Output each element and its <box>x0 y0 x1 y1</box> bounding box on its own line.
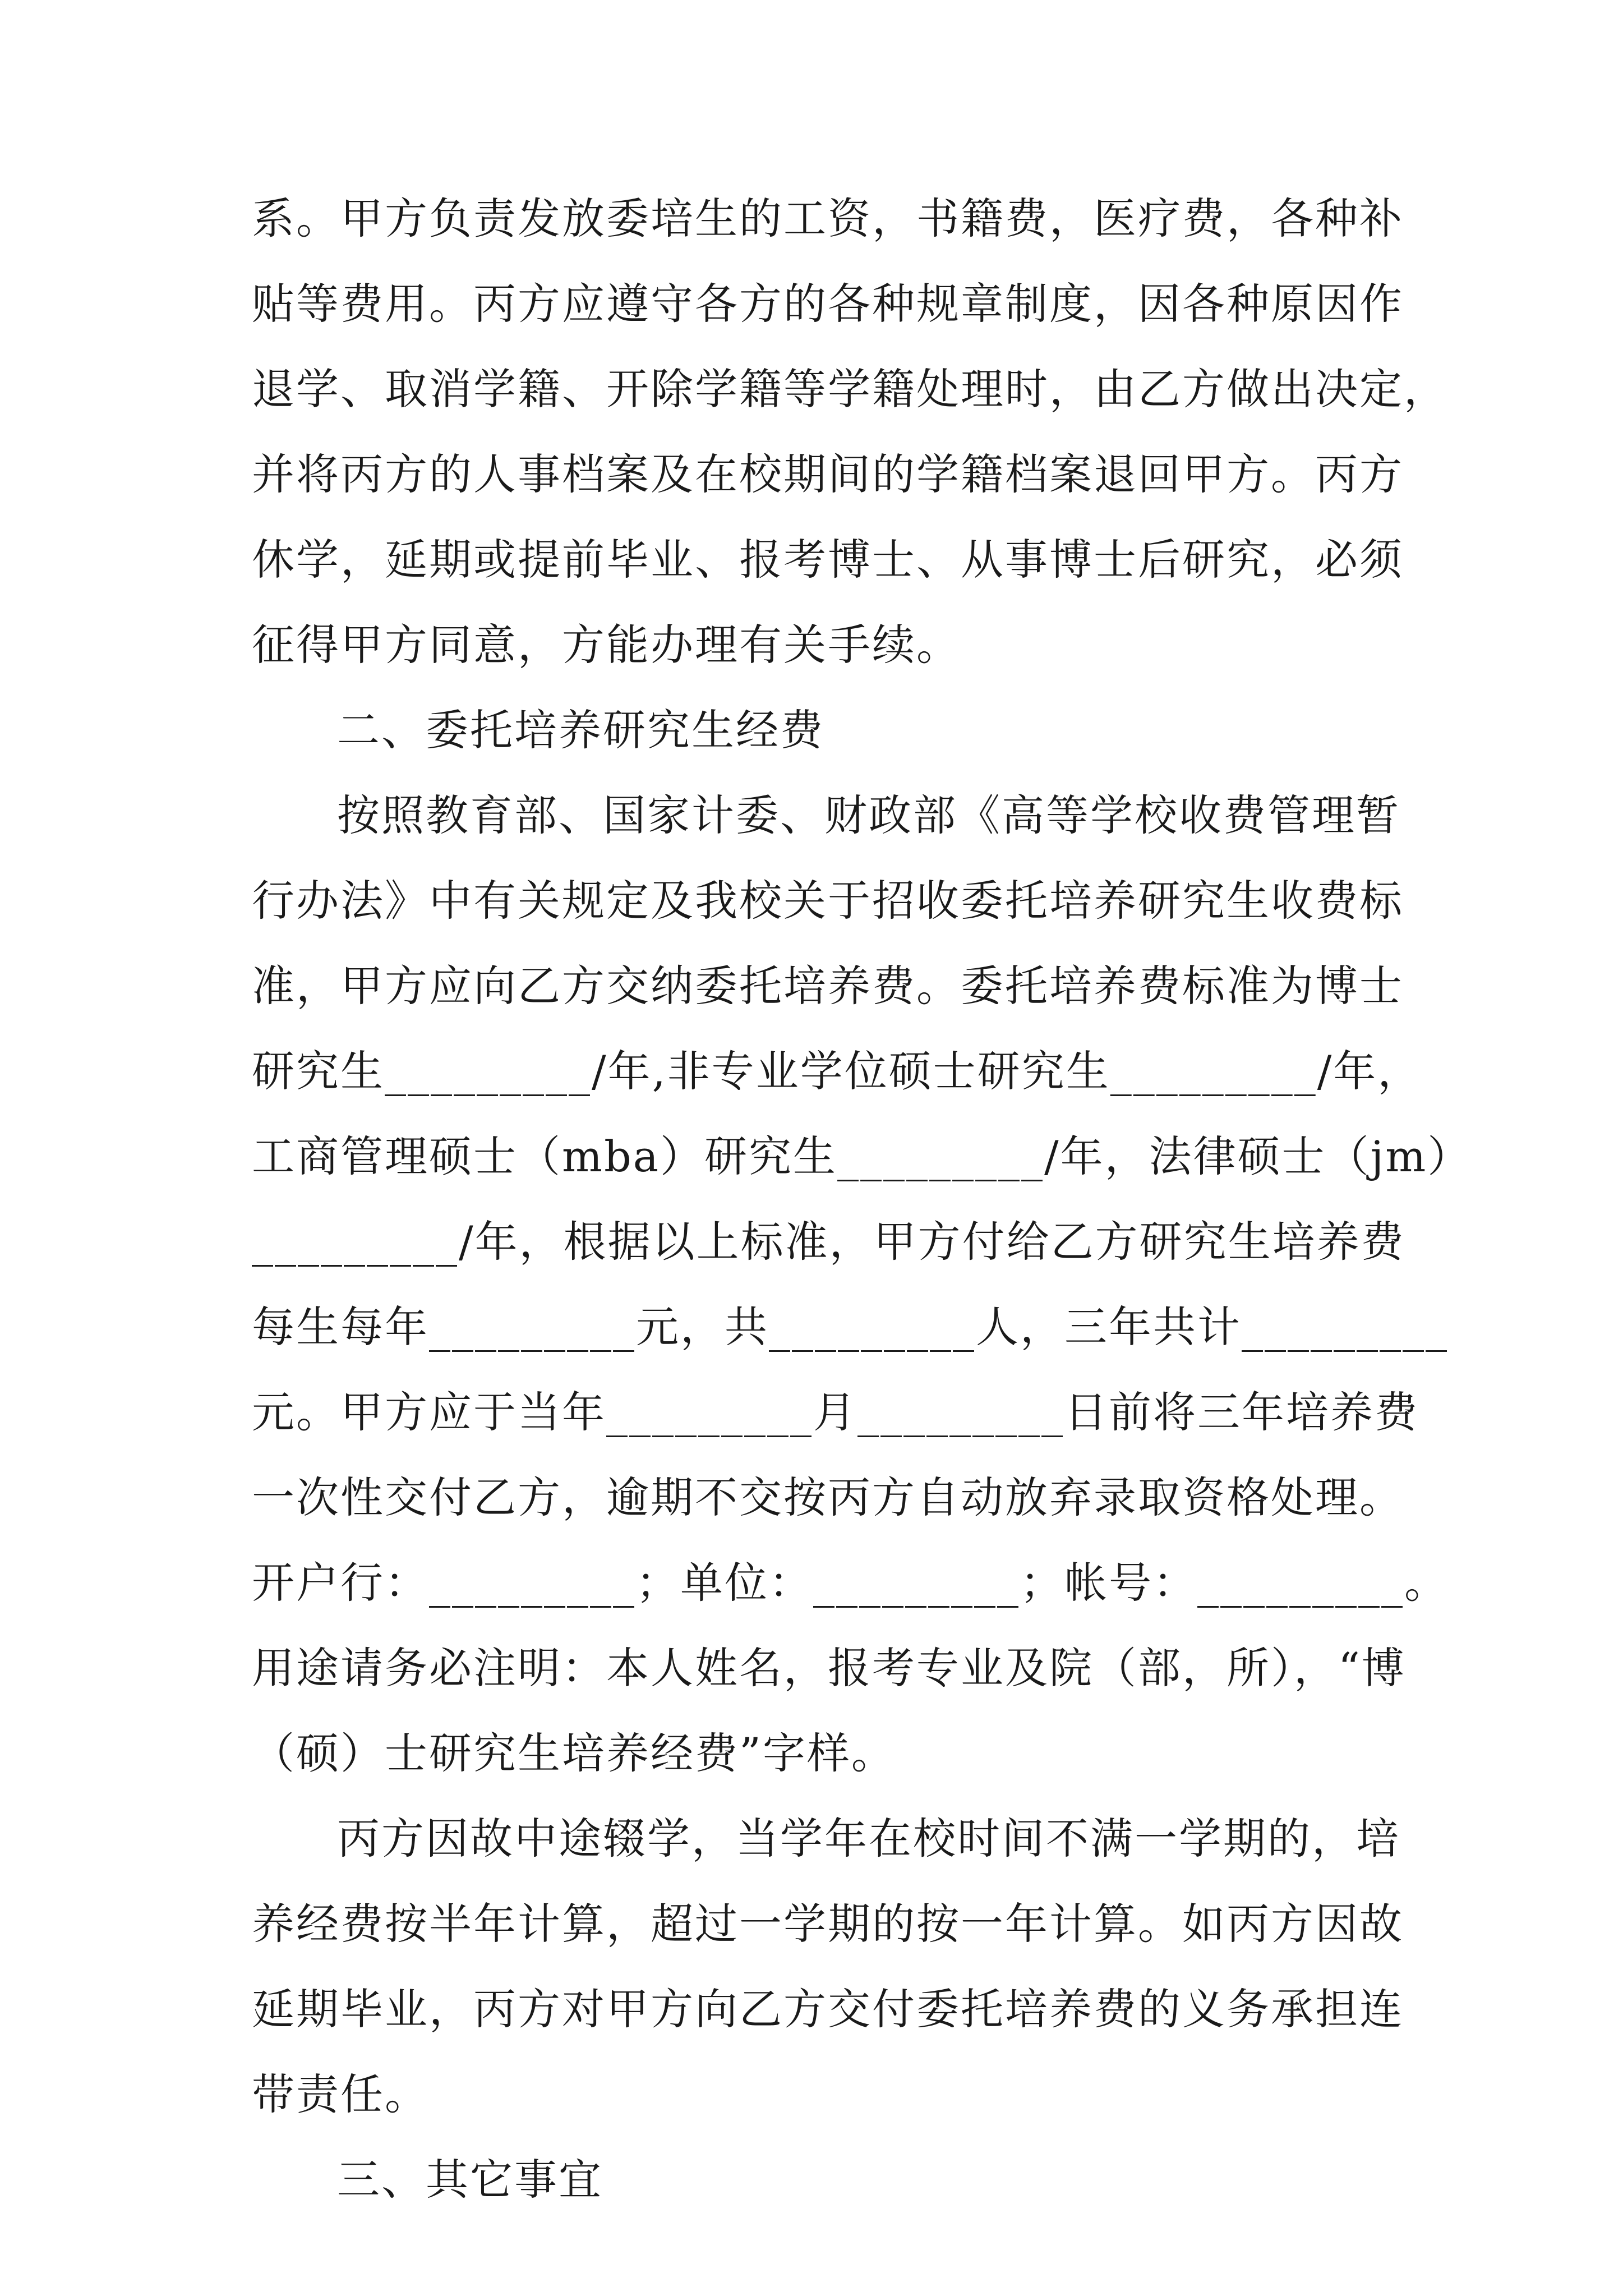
paragraph-line: 元。甲方应于当年_________月_________日前将三年培养费 <box>252 1387 1419 1437</box>
paragraph-line: 休学，延期或提前毕业、报考博士、从事博士后研究，必须 <box>252 535 1404 585</box>
paragraph-line: 延期毕业，丙方对甲方向乙方交付委托培养费的义务承担连 <box>252 1984 1404 2034</box>
paragraph-line: 并将丙方的人事档案及在校期间的学籍档案退回甲方。丙方 <box>252 449 1404 499</box>
paragraph-line: 贴等费用。丙方应遵守各方的各种规章制度，因各种原因作 <box>252 279 1404 329</box>
paragraph-line: 养经费按半年计算，超过一学期的按一年计算。如丙方因故 <box>252 1899 1404 1949</box>
paragraph-line: 征得甲方同意，方能办理有关手续。 <box>252 620 961 670</box>
section-heading: 二、委托培养研究生经费 <box>337 705 824 755</box>
paragraph-line: 研究生_________/年,非专业学位硕士研究生_________/年， <box>252 1046 1422 1096</box>
paragraph-line: 带责任。 <box>252 2069 429 2119</box>
paragraph-line: 工商管理硕士（mba）研究生_________/年，法律硕士（jm） <box>252 1131 1472 1181</box>
paragraph-line: 准，甲方应向乙方交纳委托培养费。委托培养费标准为博士 <box>252 961 1404 1011</box>
paragraph-line: 系。甲方负责发放委培生的工资，书籍费，医疗费，各种补 <box>252 194 1404 243</box>
paragraph-line: 行办法》中有关规定及我校关于招收委托培养研究生收费标 <box>252 876 1404 926</box>
paragraph-line: （硕）士研究生培养经费”字样。 <box>252 1728 896 1778</box>
paragraph-line: 一次性交付乙方，逾期不交按丙方自动放弃录取资格处理。 <box>252 1473 1404 1522</box>
paragraph-line: 丙方因故中途辍学，当学年在校时间不满一学期的，培 <box>337 1814 1400 1864</box>
paragraph-line: 退学、取消学籍、开除学籍等学籍处理时，由乙方做出决定， <box>252 364 1448 414</box>
paragraph-line: 开户行：_________；单位：_________；帐号：_________。 <box>252 1558 1449 1608</box>
paragraph-line: _________/年，根据以上标准，甲方付给乙方研究生培养费 <box>252 1217 1405 1267</box>
paragraph-line: 每生每年_________元，共_________人，三年共计_________ <box>252 1302 1449 1352</box>
section-heading: 三、其它事宜 <box>337 2155 603 2205</box>
paragraph-line: 按照教育部、国家计委、财政部《高等学校收费管理暂 <box>337 790 1400 840</box>
paragraph-line: 用途请务必注明：本人姓名，报考专业及院（部，所），“博 <box>252 1643 1406 1693</box>
